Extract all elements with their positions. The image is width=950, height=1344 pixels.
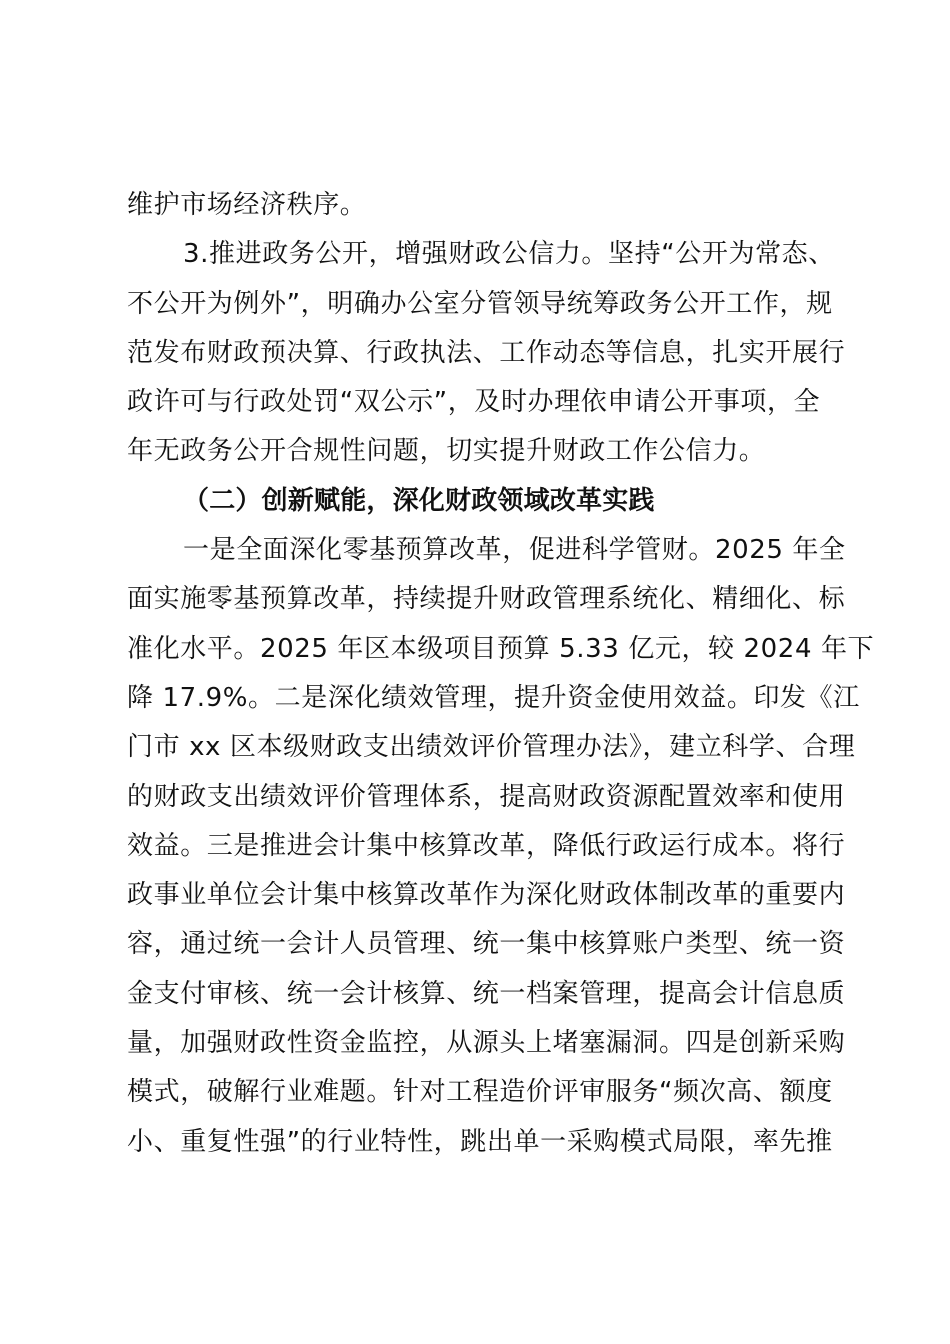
text-line: 模式，破解行业难题。针对工程造价评审服务“频次高、额度 <box>127 1077 833 1108</box>
text-line: 金支付审核、统一会计核算、统一档案管理，提高会计信息质 <box>127 978 846 1009</box>
text-line: 门市 xx 区本级财政支出绩效评价管理办法》，建立科学、合理 <box>127 732 856 763</box>
text-line: 不公开为例外”，明确办公室分管领导统筹政务公开工作，规 <box>127 288 833 319</box>
paragraph-start-line: 3.推进政务公开，增强财政公信力。坚持“公开为常态、 <box>183 239 835 270</box>
text-line: 维护市场经济秩序。 <box>127 190 367 220</box>
text-line: 政事业单位会计集中核算改革作为深化财政体制改革的重要内 <box>127 880 846 911</box>
section-heading: （二）创新赋能，深化财政领域改革实践 <box>183 485 655 516</box>
text-line: 量，加强财政性资金监控，从源头上堵塞漏洞。四是创新采购 <box>127 1028 846 1059</box>
document-page <box>127 181 875 1167</box>
text-line: 政许可与行政处罚“双公示”，及时办理依申请公开事项，全 <box>127 387 821 418</box>
text-line: 容，通过统一会计人员管理、统一集中核算账户类型、统一资 <box>127 929 846 960</box>
text-line: 范发布财政预决算、行政执法、工作动态等信息，扎实开展行 <box>127 337 846 368</box>
text-line: 效益。三是推进会计集中核算改革，降低行政运行成本。将行 <box>127 830 846 861</box>
paragraph-start-line: 一是全面深化零基预算改革，促进科学管财。2025 年全 <box>183 535 846 566</box>
text-line: 准化水平。2025 年区本级项目预算 5.33 亿元，较 2024 年下 <box>127 633 875 664</box>
text-line: 的财政支出绩效评价管理体系，提高财政资源配置效率和使用 <box>127 781 846 812</box>
text-line: 降 17.9%。二是深化绩效管理，提升资金使用效益。印发《江 <box>127 682 860 713</box>
text-line: 面实施零基预算改革，持续提升财政管理系统化、精细化、标 <box>127 584 846 615</box>
text-line: 年无政务公开合规性问题，切实提升财政工作公信力。 <box>127 436 766 467</box>
text-line: 小、重复性强”的行业特性，跳出单一采购模式局限，率先推 <box>127 1126 833 1157</box>
